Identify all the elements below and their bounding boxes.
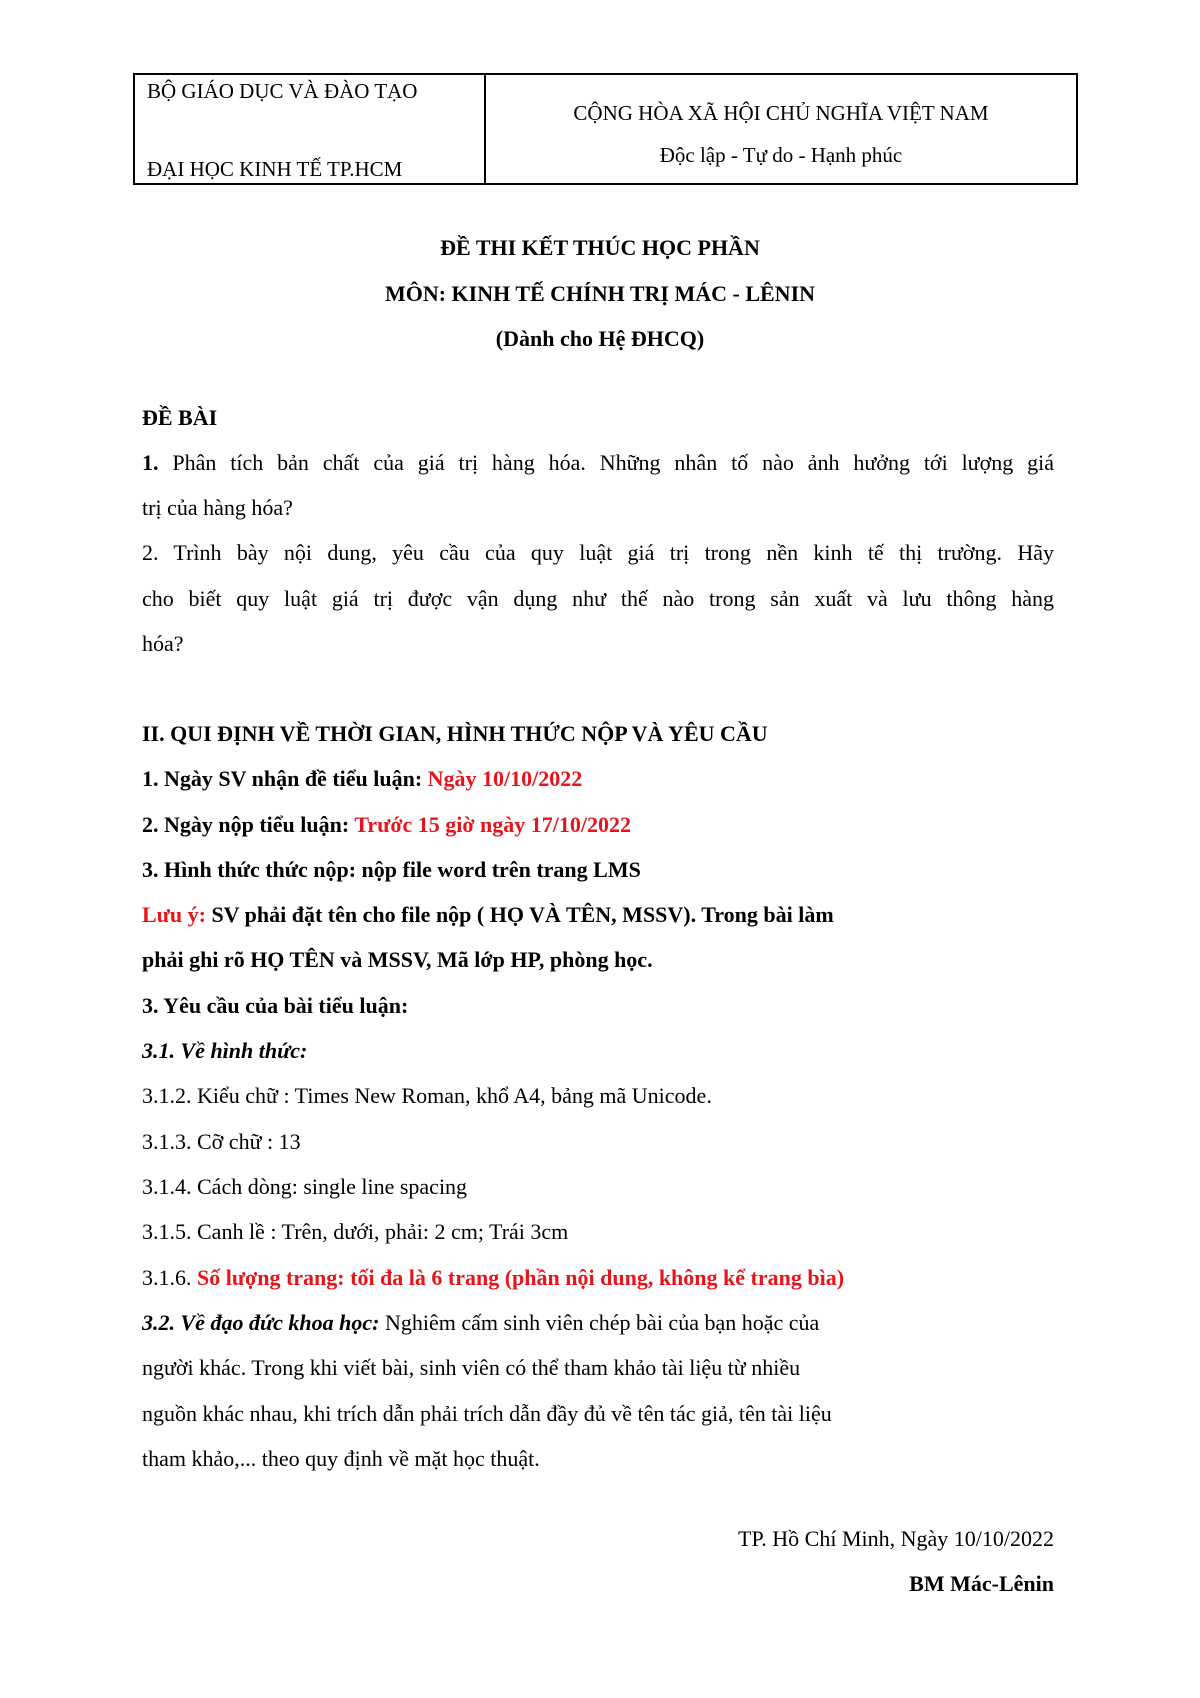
subject-title: MÔN: KINH TẾ CHÍNH TRỊ MÁC - LÊNIN xyxy=(384,281,816,306)
item-receive-date xyxy=(142,766,582,792)
program-note: (Dành cho Hệ ĐHCQ) xyxy=(495,326,705,351)
place-date: TP. Hồ Chí Minh, Ngày 10/10/2022 xyxy=(738,1526,1054,1551)
ethics-line-2: người khác. Trong khi viết bài, sinh viên có thể tham khảo tài liệu từ nhiều xyxy=(142,1355,801,1380)
note-line-2: phải ghi rõ HỌ TÊN và MSSV, Mã lớp HP, phòng học. xyxy=(142,947,653,972)
university-name: ĐẠI HỌC KINH TẾ TP.HCM xyxy=(147,157,403,181)
requirements-heading: 3. Yêu cầu của bài tiểu luận: xyxy=(142,993,409,1018)
note-label: Lưu ý: xyxy=(142,902,206,927)
item-submit-date-value: Trước 15 giờ ngày 17/10/2022 xyxy=(354,812,632,837)
ethics-heading: 3.2. Về đạo đức khoa học: xyxy=(142,1310,380,1335)
ethics-line-3: nguồn khác nhau, khi trích dẫn phải trích dẫn đầy đủ về tên tác giả, tên tài liệu xyxy=(142,1401,832,1426)
national-title: CỘNG HÒA XÃ HỘI CHỦ NGHĨA VIỆT NAM xyxy=(573,101,989,125)
exam-title: ĐỀ THI KẾT THÚC HỌC PHẦN xyxy=(440,235,760,260)
section-de-bai-heading: ĐỀ BÀI xyxy=(142,405,218,430)
format-heading: 3.1. Về hình thức: xyxy=(142,1038,308,1063)
header-right-cell xyxy=(486,75,1076,183)
format-page-limit xyxy=(142,1265,844,1291)
item-submit-date-label: 2. Ngày nộp tiểu luận: xyxy=(142,812,355,837)
item-submit-date xyxy=(142,812,631,838)
item-submit-method: 3. Hình thức thức nộp: nộp file word trên trang LMS xyxy=(142,857,641,882)
question-2-line-2: cho biết quy luật giá trị được vận dụng như thế nào trong sản xuất và lưu thông hàng xyxy=(142,586,1054,611)
question-1-text: Phân tích bản chất của giá trị hàng hóa. Những nhân tố nào ảnh hưởng tới lượng giá xyxy=(158,450,1054,475)
national-motto: Độc lập - Tự do - Hạnh phúc xyxy=(659,143,903,167)
item-receive-date-label: 1. Ngày SV nhận đề tiểu luận: xyxy=(142,766,428,791)
format-page-limit-number: 3.1.6. xyxy=(142,1265,197,1290)
header-left-cell xyxy=(135,75,486,183)
section-2-heading: II. QUI ĐỊNH VỀ THỜI GIAN, HÌNH THỨC NỘP VÀ YÊU CẦU xyxy=(142,721,768,746)
ministry-name: BỘ GIÁO DỤC VÀ ĐÀO TẠO xyxy=(147,79,418,103)
item-receive-date-value: Ngày 10/10/2022 xyxy=(427,766,583,791)
format-font: 3.1.2. Kiểu chữ : Times New Roman, khổ A4, bảng mã Unicode. xyxy=(142,1083,712,1108)
ethics-line-4: tham khảo,... theo quy định về mặt học thuật. xyxy=(142,1446,540,1471)
signature: BM Mác-Lênin xyxy=(909,1571,1054,1596)
question-2-line-1: 2. Trình bày nội dung, yêu cầu của quy luật giá trị trong nền kinh tế thị trường. Hãy xyxy=(142,540,1054,565)
question-1-number: 1. xyxy=(142,450,159,475)
header-table xyxy=(133,73,1078,185)
note-text: SV phải đặt tên cho file nộp ( HỌ VÀ TÊN, MSSV). Trong bài làm xyxy=(205,902,834,927)
note-line-1 xyxy=(142,902,834,928)
ethics-text: Nghiêm cấm sinh viên chép bài của bạn hoặc của xyxy=(379,1310,820,1335)
format-size: 3.1.3. Cỡ chữ : 13 xyxy=(142,1129,301,1154)
ethics-line-1 xyxy=(142,1310,819,1336)
format-page-limit-text: Số lượng trang: tối đa là 6 trang (phần nội dung, không kể trang bìa) xyxy=(197,1265,845,1290)
format-margins: 3.1.5. Canh lề : Trên, dưới, phải: 2 cm; Trái 3cm xyxy=(142,1219,569,1244)
format-spacing: 3.1.4. Cách dòng: single line spacing xyxy=(142,1174,468,1199)
question-2-line-3: hóa? xyxy=(142,631,184,656)
question-1-line-2: trị của hàng hóa? xyxy=(142,495,293,520)
question-1-line-1 xyxy=(142,450,1054,476)
